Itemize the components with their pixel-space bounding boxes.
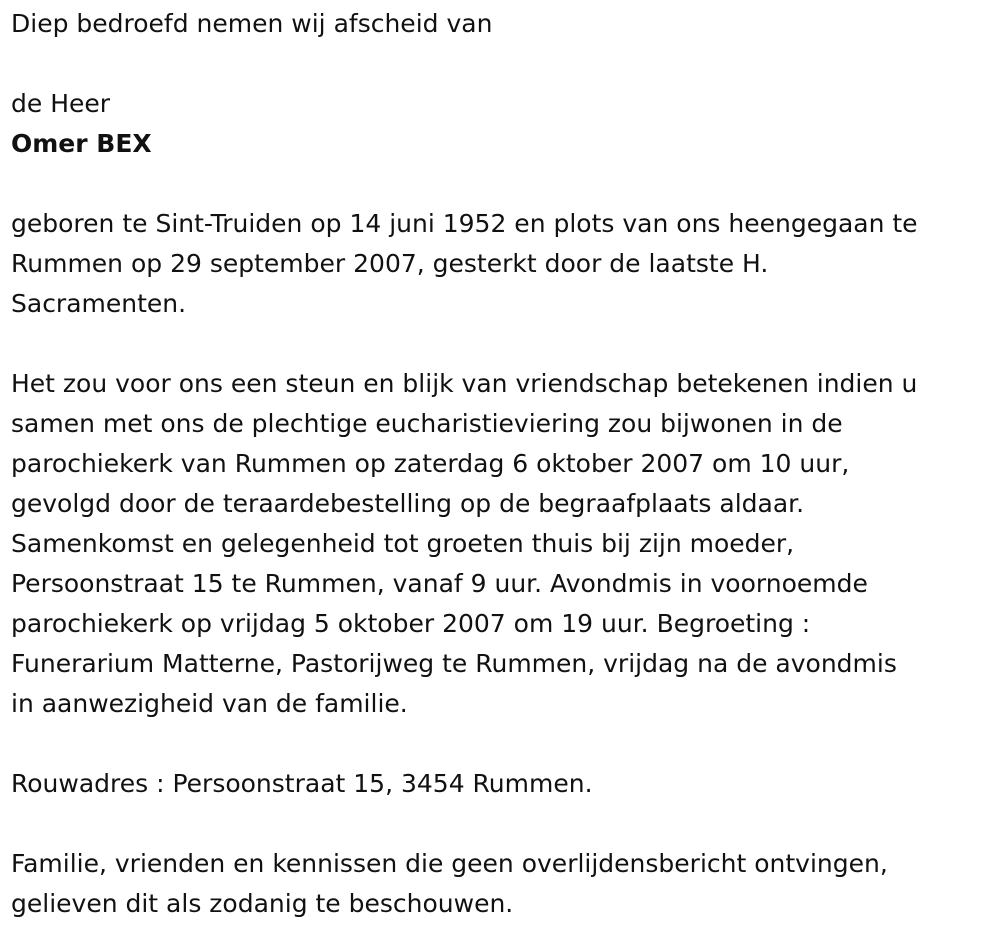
deceased-name: Omer BEX xyxy=(11,129,152,158)
spacer xyxy=(11,804,970,844)
paragraph-line: parochiekerk van Rummen op zaterdag 6 oktober 2007 om 10 uur, xyxy=(11,449,850,478)
spacer xyxy=(11,44,970,84)
spacer xyxy=(11,324,970,364)
paragraph-line: gelieven dit als zodanig te beschouwen. xyxy=(11,889,514,918)
paragraph-line: Sacramenten. xyxy=(11,289,187,318)
paragraph-line: Funerarium Matterne, Pastorijweg te Rummen, vrijdag na de avondmis xyxy=(11,649,897,678)
paragraph-line: Persoonstraat 15 te Rummen, vanaf 9 uur. Avondmis in voornoemde xyxy=(11,569,868,598)
invitation-paragraph xyxy=(11,364,970,724)
paragraph-line: Familie, vrienden en kennissen die geen overlijdensbericht ontvingen, xyxy=(11,849,888,878)
paragraph-line: gevolgd door de teraardebestelling op de begraafplaats aldaar. xyxy=(11,489,805,518)
paragraph-line: parochiekerk op vrijdag 5 oktober 2007 om 19 uur. Begroeting : xyxy=(11,609,811,638)
paragraph-line: Het zou voor ons een steun en blijk van vriendschap betekenen indien u xyxy=(11,369,918,398)
birth-death-paragraph xyxy=(11,204,970,324)
closing-paragraph xyxy=(11,844,970,924)
paragraph-line: Samenkomst en gelegenheid tot groeten thuis bij zijn moeder, xyxy=(11,529,795,558)
mourning-address: Rouwadres : Persoonstraat 15, 3454 Rummen. xyxy=(11,769,593,798)
paragraph-line: in aanwezigheid van de familie. xyxy=(11,689,408,718)
title-prefix: de Heer xyxy=(11,89,111,118)
intro-text: Diep bedroefd nemen wij afscheid van xyxy=(11,9,493,38)
paragraph-line: geboren te Sint-Truiden op 14 juni 1952 en plots van ons heengegaan te xyxy=(11,209,918,238)
paragraph-line: samen met ons de plechtige eucharistieviering zou bijwonen in de xyxy=(11,409,843,438)
spacer xyxy=(11,724,970,764)
spacer xyxy=(11,164,970,204)
paragraph-line: Rummen op 29 september 2007, gesterkt door de laatste H. xyxy=(11,249,769,278)
